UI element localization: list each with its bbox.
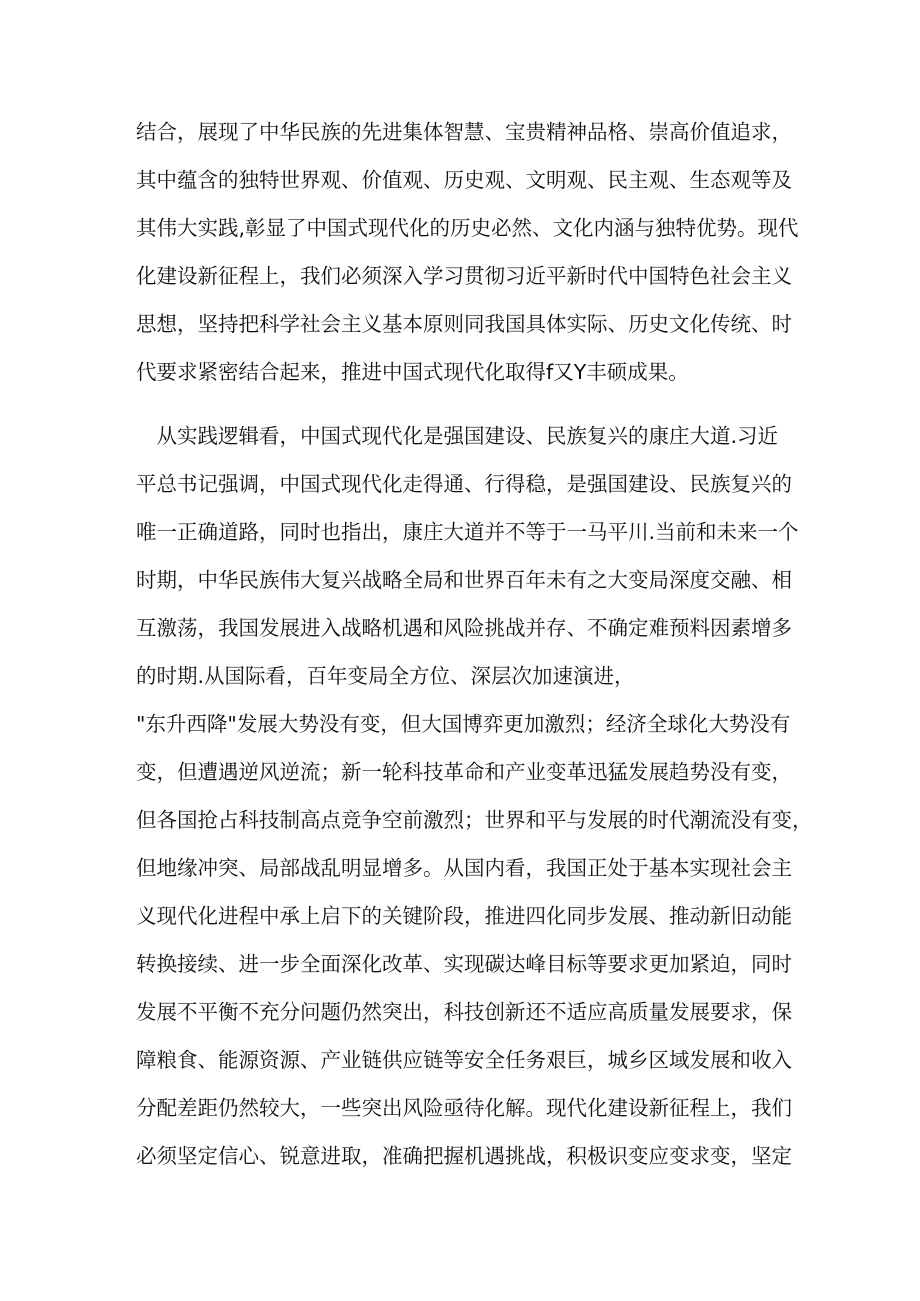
paragraph-line: 代要求紧密结合起来，推进中国式现代化取得f又Y丰硕成果。 xyxy=(136,360,689,384)
paragraph-line: 分配差距仍然较大，一些突出风险亟待化解。现代化建设新征程上，我们 xyxy=(136,1096,792,1120)
paragraph-line: 变，但遭遇逆风逆流；新一轮科技革命和产业变革迅猛发展趋势没有变， xyxy=(136,760,792,784)
paragraph-line: 义现代化进程中承上启下的关键阶段，推进四化同步发展、推动新旧动能 xyxy=(136,904,792,928)
paragraph-line: 障粮食、能源资源、产业链供应链等安全任务艰巨，城乡区域发展和收入 xyxy=(136,1048,792,1072)
paragraph-line: 时期，中华民族伟大复兴战略全局和世界百年未有之大变局深度交融、相 xyxy=(136,568,792,592)
paragraph-line: 其中蕴含的独特世界观、价值观、历史观、文明观、民主观、生态观等及 xyxy=(136,168,792,192)
paragraph-line: 但地缘冲突、局部战乱明显增多。从国内看，我国正处于基本实现社会主 xyxy=(136,856,792,880)
paragraph-line: 必须坚定信心、锐意进取，准确把握机遇挑战，积极识变应变求变，坚定 xyxy=(136,1144,792,1168)
paragraph-line: 化建设新征程上，我们必须深入学习贯彻习近平新时代中国特色社会主义 xyxy=(136,264,792,288)
paragraph-line: 但各国抢占科技制高点竞争空前激烈；世界和平与发展的时代潮流没有变， xyxy=(136,808,813,832)
paragraph-line: 思想，坚持把科学社会主义基本原则同我国具体实际、历史文化传统、时 xyxy=(136,312,792,336)
paragraph-1 xyxy=(136,108,799,396)
paragraph-line: 结合，展现了中华民族的先进集体智慧、宝贵精神品格、崇高价值追求， xyxy=(136,120,792,144)
paragraph-line: 的时期.从国际看，百年变局全方位、深层次加速演进， xyxy=(136,664,635,688)
paragraph-line: 互激荡，我国发展进入战略机遇和风险挑战并存、不确定难预料因素增多 xyxy=(136,616,792,640)
paragraph-line: 发展不平衡不充分问题仍然突出，科技创新还不适应高质量发展要求，保 xyxy=(136,1000,792,1024)
paragraph-line: 平总书记强调，中国式现代化走得通、行得稳，是强国建设、民族复兴的 xyxy=(136,472,792,496)
paragraph-2 xyxy=(136,412,813,1180)
paragraph-line: 其伟大实践,彰显了中国式现代化的历史必然、文化内涵与独特优势。现代 xyxy=(136,216,799,240)
paragraph-line: 转换接续、进一步全面深化改革、实现碳达峰目标等要求更加紧迫，同时 xyxy=(136,952,792,976)
paragraph-line: "东升西降"发展大势没有变，但大国博弈更加激烈；经济全球化大势没有 xyxy=(136,712,791,736)
paragraph-line: 从实践逻辑看，中国式现代化是强国建设、民族复兴的康庄大道.习近 xyxy=(136,424,779,448)
paragraph-line: 唯一正确道路，同时也指出，康庄大道并不等于一马平川.当前和未来一个 xyxy=(136,520,799,544)
